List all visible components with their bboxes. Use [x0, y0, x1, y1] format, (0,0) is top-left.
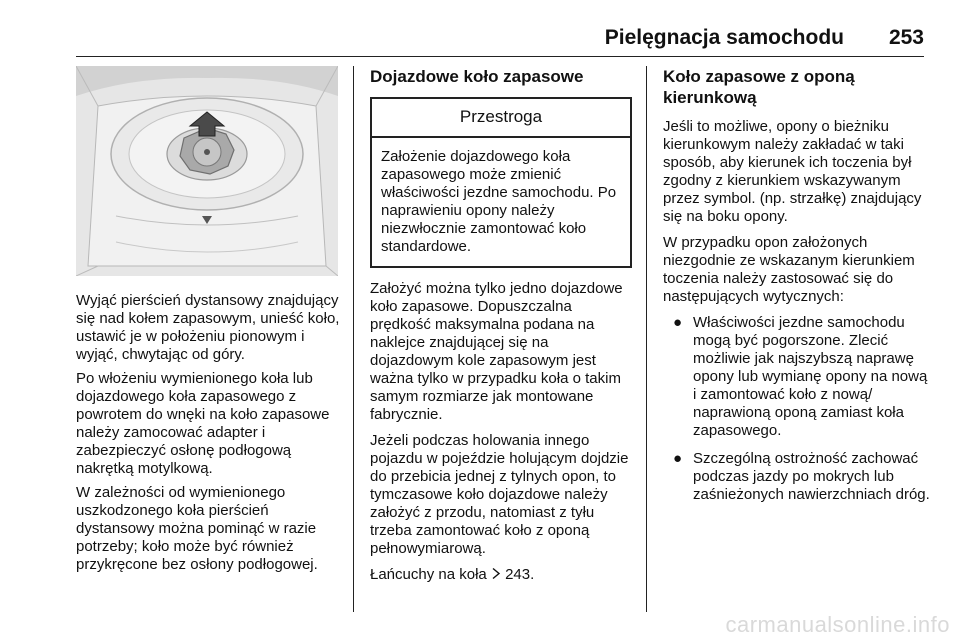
- page-number: 253: [888, 26, 924, 49]
- list-item: [663, 314, 931, 440]
- warning-box: [370, 97, 632, 268]
- paragraph: W zależności od wymienionego uszkodzonego koła pierścień dystansowy można pominąć w razie potrzeby; koło może być również przykręcone bez osłony podłogowej.: [76, 484, 318, 573]
- paragraph: Jeżeli podczas holowania innego pojazdu w pojeździe holującym dojdzie do przebicia jednej z tylnych opon, to tymczasowe koło dojazdowe należy założyć z przodu, natomiast z tyłu trzeba zamontować koło z oponą pełnowymiarową.: [370, 432, 629, 557]
- column-middle: [370, 66, 632, 593]
- paragraph: Jeśli to możliwe, opony o bieżniku kierunkowym należy zakładać w taki sposób, aby kierunek ich toczenia był zgodny z kierunkiem wskazywanym przez symbol. (np. strzałkę) znajdujący się na boku opony.: [663, 118, 922, 225]
- page-header: [0, 0, 960, 56]
- page-reference-arrow-icon: [491, 567, 501, 585]
- spare-wheel-photo: [76, 66, 338, 276]
- watermark: carmanualsonline.info: [725, 612, 950, 637]
- section-heading: Dojazdowe koło zapasowe: [370, 67, 584, 86]
- chains-text: Łańcuchy na koła: [370, 566, 487, 583]
- column-left: [76, 66, 344, 580]
- bullet-icon: ●: [673, 314, 683, 331]
- column-divider-right: [646, 66, 647, 612]
- header-rule: [76, 56, 924, 57]
- bullet-list: [663, 314, 931, 504]
- column-right: [663, 66, 931, 514]
- list-item-text: Właściwości jezdne samochodu mogą być pogorszone. Zlecić możliwie jak najszybszą naprawę opony lub wymianę opony na nową i zamontować koło z nową/ naprawioną oponą zamiast koła zapasowego.: [693, 314, 928, 439]
- section-heading: Koło zapasowe z oponą kierunkową: [663, 67, 855, 107]
- paragraph: Wyjąć pierścień dystansowy znajdujący się nad kołem zapasowym, unieść koło, ustawić je w położeniu pionowym i wyjąć, chwytając od góry.: [76, 292, 340, 363]
- section-title: Pielęgnacja samochodu: [604, 26, 844, 49]
- list-item-text: Szczególną ostrożność zachować podczas jazdy po mokrych lub zaśnieżonych nawierzchniach dróg.: [693, 450, 930, 503]
- warning-title: Przestroga: [372, 99, 630, 138]
- warning-body: Założenie dojazdowego koła zapasowego może zmienić właściwości jezdne samochodu. Po naprawieniu opony należy niezwłocznie zamontować koło standardowe.: [381, 148, 617, 255]
- list-item: [663, 450, 931, 504]
- chains-reference: [370, 566, 632, 585]
- paragraph: W przypadku opon założonych niezgodnie ze wskazanym kierunkiem toczenia należy zastosować się do następujących wytycznych:: [663, 234, 915, 305]
- column-divider-left: [353, 66, 354, 612]
- chains-page-link[interactable]: 243.: [505, 566, 535, 583]
- paragraph: Po włożeniu wymienionego koła lub dojazdowego koła zapasowego z powrotem do wnęki na koło zapasowe należy zamocować adapter i zabezpieczyć osłonę podłogową nakrętką motylkową.: [76, 370, 330, 477]
- paragraph: Założyć można tylko jedno dojazdowe koło zapasowe. Dopuszczalna prędkość maksymalna podana na naklejce znajdującej się na dojazdowym kole zapasowym jest ważna tylko w przypadku koła o takim samym rozmiarze jak montowane fabrycznie.: [370, 280, 623, 423]
- spare-wheel-illustration: [76, 66, 338, 276]
- bullet-icon: ●: [673, 450, 683, 467]
- left-text-block: [76, 292, 344, 574]
